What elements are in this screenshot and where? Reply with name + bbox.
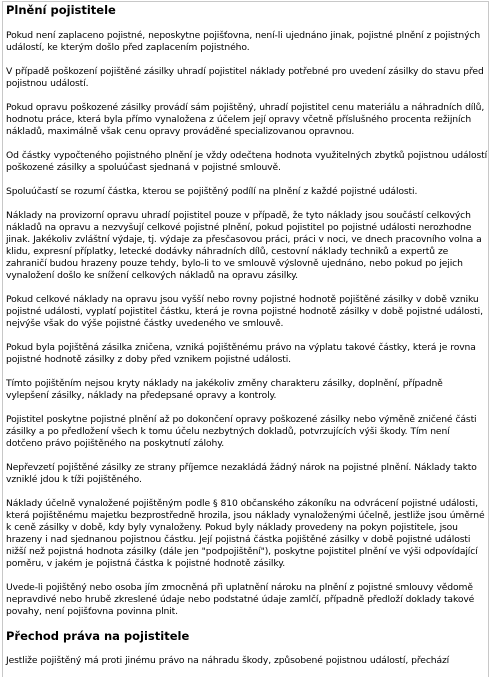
paragraph: Náklady na provizorní opravu uhradí pojistitel pouze v případě, že tyto náklady jsou součástí celkových nákladů na opravu a nezvyšují celkové pojistné plnění, pokud pojistitel po pojistné události nerozhodne jinak. Jakékoliv zvláštní výdaje, tj. výdaje za přesčasovou práci, práci v noci, ve dnech pracovního volna a klidu, expresní příplatky, letecké dodávky náhradních dílů, cestovní náklady techniků a expertů ze zahraničí budou hrazeny pouze tehdy, bylo-li to ve smlouvě výslovně ujednáno, nebo pokud po jejich vynaložení došlo ke snížení celkových nákladů na opravu zásilky.: [6, 210, 482, 281]
section-heading-prechod: Přechod práva na pojistitele: [6, 629, 190, 643]
paragraph: Nepřevzetí pojištěné zásilky ze strany příjemce nezakládá žádný nárok na pojistné plnění. Náklady takto vzniklé jdou k tíži pojištěného.: [6, 462, 477, 485]
paragraph: Pokud není zaplaceno pojistné, neposkytne pojišťovna, není-li ujednáno jinak, pojistné plnění z pojistných událostí, ke kterým došlo před zaplacením pojistného.: [6, 30, 481, 53]
paragraph: Spoluúčastí se rozumí částka, kterou se pojištěný podílí na plnění z každé pojistné události.: [6, 186, 418, 197]
paragraph: Tímto pojištěním nejsou kryty náklady na jakékoliv změny charakteru zásilky, doplnění, případně vylepšení zásilky, náklady na předepsané opravy a kontroly.: [6, 378, 443, 401]
paragraph: Pokud byla pojištěná zásilka zničena, vzniká pojištěnému právo na výplatu takové částky, která je rovna pojistné hodnotě zásilky z doby před vznikem pojistné události.: [6, 342, 476, 365]
paragraph: Od částky vypočteného pojistného plnění je vždy odečtena hodnota využitelných zbytků pojistnou událostí poškozené zásilky a spoluúčast sjednaná v pojistné smlouvě.: [6, 150, 488, 173]
paragraph: Pokud opravu poškozené zásilky provádí sám pojištěný, uhradí pojistitel cenu materiálu a náhradních dílů, hodnotu práce, která byla přímo vynaložena z účelem její opravy včetně příslušného procenta režijních nákladů, maximálně však cenu opravy prováděné specializovanou opravnou.: [6, 102, 485, 137]
paragraph: Pojistitel poskytne pojistné plnění až po dokončení opravy poškozené zásilky nebo výměně zničené části zásilky a po předložení všech k tomu účelu nezbytných dokladů, potvrzujících výši škody. Tím není dotčeno právo pojištěného na poskytnutí zálohy.: [6, 414, 477, 449]
section-heading-plneni: Plnění pojistitele: [6, 3, 116, 17]
paragraph: Jestliže pojištěný má proti jinému právo na náhradu škody, způsobené pojistnou událostí, přechází: [6, 655, 450, 666]
document-page: [2, 1, 489, 677]
paragraph: Náklady účelně vynaložené pojištěným podle § 810 občanského zákoníku na odvrácení pojistné události, která pojištěnému majetku bezprostředně hrozila, jsou náklady vynaloženými účelně, jestliže jsou úměrné k ceně zásilky v době, kdy byly vynaloženy. Pokud byly náklady provedeny na pokyn pojistitele, jsou hrazeny i nad sjednanou pojistnou částku. Její pojistná částka pojištěné zásilky v době pojistné události nižší než pojistná hodnota zásilky (dále jen "podpojištění"), poskytne pojistitel plnění ve výši odpovídající poměru, v jakém je pojistná částka k pojistné hodnotě zásilky.: [6, 498, 485, 569]
paragraph: Uvede-li pojištěný nebo osoba jím zmocněná při uplatnění nároku na plnění z pojistné smlouvy vědomě nepravdivé nebo hrubě zkreslené údaje nebo podstatné údaje zamlčí, případně předloží doklady takové povahy, není pojišťovna povinna plnit.: [6, 582, 475, 617]
paragraph: Pokud celkové náklady na opravu jsou vyšší nebo rovny pojistné hodnotě pojištěné zásilky v době vzniku pojistné události, vyplatí pojistitel částku, která je rovna pojistné hodnotě zásilky v době pojistné události, nejvýše však do výše pojistné částky uvedeného ve smlouvě.: [6, 294, 483, 329]
paragraph: V případě poškození pojištěné zásilky uhradí pojistitel náklady potřebné pro uvedení zásilky do stavu před pojistnou událostí.: [6, 66, 484, 89]
